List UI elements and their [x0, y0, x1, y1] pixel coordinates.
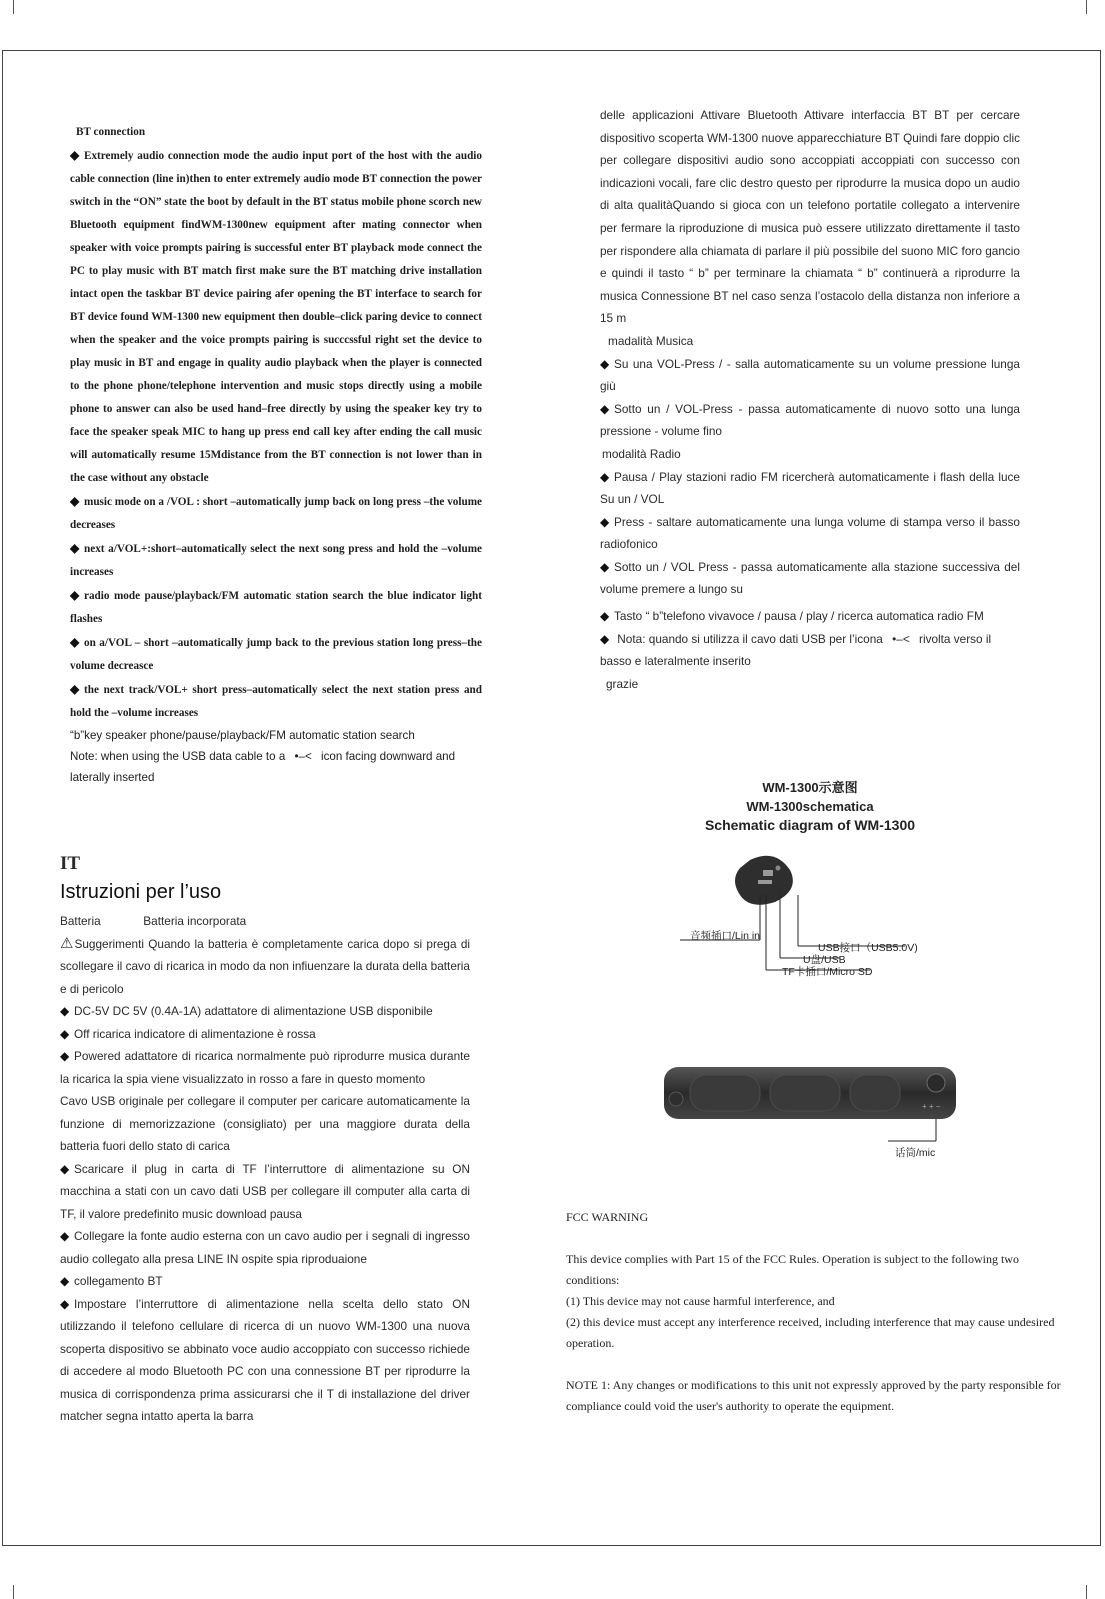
powered-bullet: ◆ Powered adattatore di ricarica normalmente può riprodurre musica durante la ricarica la spia viene visualizzato in rosso a fare in questo momento	[60, 1045, 470, 1090]
dc-bullet: ◆ DC-5V DC 5V (0.4A-1A) adattatore di alimentazione USB disponibile	[60, 1000, 470, 1023]
vol-down-bullet: ◆ Sotto un / VOL-Press - passa automaticamente di nuovo sotto una lunga pressione - volume fino	[600, 398, 1020, 443]
warning-icon: ⚠	[60, 934, 75, 952]
usb-note	[70, 746, 482, 788]
crop-mark-bottom-right	[1086, 1585, 1087, 1599]
schematic-titles	[660, 778, 960, 835]
bt-connection-paragraph: ◆ Extremely audio connection mode the audio input port of the host with the audio cable connection (line in)then to enter extremely audio mode BT connection the power switch in the “ON” state the boot by default in the BT status mobile phone scorch new Bluetooth equipment findWM-1300new equipment after mating connector when speaker with voice prompts pairing is successful enter BT playback mode connect the PC to play music with BT match first make sure the BT matching drive installation intact open the taskbar BT device pairing afer opening the BT interface to search for BT device found WM-1300 new equipment then double–click paring device to connect when the speaker and the voice prompts pairing is succcssful right set the device to play music in BT and engage in quality audio playback when the player is connected to the phone phone/telephone intervention and music stops directly using a mobile phone to answer can also be used hand–free directly by using the speaker key try to face the speaker speak MIC to hang up press end call key after ending the call music will automatically resume 15Mdistance from the BT connection is not lower than in the case without any obstacle	[70, 144, 482, 490]
off-bullet: ◆ Off ricarica indicatore di alimentazione è rossa	[60, 1023, 470, 1046]
power-knob	[927, 1074, 945, 1092]
usb-icon: •–<	[294, 750, 312, 763]
line-in-port	[776, 866, 781, 871]
schematic-title-cn: WM-1300示意图	[762, 780, 858, 795]
crop-mark-top-left	[13, 0, 14, 14]
thanks-text: grazie	[606, 676, 639, 691]
fcc-note: NOTE 1: Any changes or modifications to this unit not expressly approved by the party responsible for compliance could void the user's authority to operate the equipment.	[566, 1378, 1061, 1413]
bt-setup-bullet: ◆ Impostare l’interruttore di alimentazione nella scelta dello stato ON utilizzando il telefono cellulare di ricerca di un nuovo WM-1300 una nuova scoperta dispositivo se abbinato voce audio accoppiato con successo richiede di accedere al modo Bluetooth PC con una connessione BT per riprodurre la musica di corrispondenza prima assicurarsi che il T di installazione del driver matcher segna intatto aperta la barra	[60, 1293, 470, 1428]
italian-instructions-continued	[600, 104, 1020, 695]
usb-note-end: icon facing downward and laterally inserted	[70, 750, 456, 784]
fcc-condition-2: (2) this device must accept any interference received, including interference that may cause undesired operation.	[566, 1315, 1055, 1350]
battery-row	[60, 910, 470, 933]
fcc-heading: FCC WARNING	[566, 1210, 649, 1224]
schematic-title-en: Schematic diagram of WM-1300	[704, 817, 916, 833]
label-u-disk: U盘/USB	[803, 954, 846, 966]
tf-card-bullet: ◆ Scaricare il plug in carta di TF l’interruttore di alimentazione su ON macchina a stati con un cavo dati USB per collegare ill computer alla carta di TF, il valore predefinito music download pausa	[60, 1158, 470, 1226]
section-title: Istruzioni per l’uso	[60, 881, 222, 903]
fcc-warning	[566, 1207, 1066, 1417]
usb-port	[763, 870, 773, 876]
pause-play-bullet: ◆ Pausa / Play stazioni radio FM ricercherà automaticamente i flash della luce Su un / VOL	[600, 466, 1020, 511]
battery-label: Batteria	[60, 914, 101, 928]
english-instructions	[70, 121, 482, 788]
b-key-text: “b”key speaker phone/pause/playback/FM automatic station search	[70, 729, 415, 742]
usb-cable-paragraph: Cavo USB originale per collegare il computer per caricare automaticamente la funzione di memorizzazione (consigliato) per una maggiore durata della batteria fuori dello stato di carica	[60, 1094, 470, 1153]
usb-note-start: Note: when using the USB data cable to a	[70, 750, 286, 763]
radio-mode-bullet: ◆ radio mode pause/playback/FM automatic station search the blue indicator light flashes	[70, 584, 482, 631]
vol-up-bullet: ◆ Su una VOL-Press / - salla automaticamente su un volume pressione lunga giù	[600, 353, 1020, 398]
next-station-bullet: ◆ the next track/VOL+ short press–automatically select the next station press and hold the –volume increases	[70, 678, 482, 725]
language-code: IT	[60, 853, 81, 874]
label-mic: 话筒/mic	[895, 1147, 936, 1159]
svg-text:+ + −: + + −	[922, 1102, 941, 1111]
battery-value: Batteria incorporata	[143, 914, 247, 928]
label-micro-sd: TF卡插口/Micro SD	[782, 966, 873, 978]
usb-note-it: ◆ Nota: quando si utilizza il cavo dati USB per l’icona •–< rivolta verso il basso e lateralmente inserito	[600, 628, 1020, 673]
usb-icon: •–<	[892, 631, 910, 646]
bt-italian-paragraph: delle applicazioni Attivare Bluetooth Attivare interfaccia BT BT per cercare dispositivo scoperta WM-1300 nuove apparecchiature BT Quindi fare doppio clic per collegare dispositivi audio sono accoppiati accoppiati con successo con indicazioni vocali, fare clic destro questo per riprodurre la musica dopo un audio di alta qualitàQuando si gioca con un telefono portatile collegato a intervenire per fermare la riproduzione di musica può essere utilizzato direttamente il tasto per rispondere alla chiamata di parlare il più possibile del suono MIC foro gancio e quindi il tasto “ b” per terminare la chiamata “ b” continuerà a riprodurre la musica Connessione BT nel caso senza l’ostacolo della distanza non inferiore a 15 m	[600, 108, 1020, 326]
label-line-in: 音频插口/Lin in	[690, 930, 761, 942]
fcc-condition-1: (1) This device may not cause harmful interference, and	[566, 1294, 835, 1308]
crop-mark-bottom-left	[13, 1585, 14, 1599]
previous-station-bullet: ◆ on a/VOL – short –automatically jump back to the previous station long press–the volume decreasce	[70, 631, 482, 678]
radio-mode-heading: modalità Radio	[602, 446, 681, 461]
fcc-intro: This device complies with Part 15 of the FCC Rules. Operation is subject to the following two conditions:	[566, 1252, 1019, 1287]
bt-link-bullet: ◆ collegamento BT	[60, 1270, 470, 1293]
bt-connection-heading: BT connection	[76, 126, 146, 138]
micro-sd-slot	[758, 880, 772, 884]
left-end-cap	[669, 1092, 683, 1106]
label-usb-5v: USB接口（USB5.0V)	[818, 942, 918, 954]
crop-mark-top-right	[1086, 0, 1087, 14]
next-station-it-bullet: ◆ Sotto un / VOL Press - passa automaticamente alla stazione successiva del volume premere a lungo su	[600, 556, 1020, 601]
line-in-bullet: ◆ Collegare la fonte audio esterna con un cavo audio per i segnali di ingresso audio collegato alla presa LINE IN ospite spia riproduaione	[60, 1225, 470, 1270]
b-key-it-bullet: ◆ Tasto “ b”telefono vivavoce / pausa / play / ricerca automatica radio FM	[600, 605, 1020, 628]
music-mode-heading: madalità Musica	[608, 333, 694, 348]
schematic-title-it: WM-1300schematica	[746, 799, 874, 814]
italian-instructions	[60, 853, 470, 1428]
soundbar-image	[660, 1063, 960, 1153]
battery-tip: ⚠Suggerimenti Quando la batteria è completamente carica dopo si prega di scollegare il cavo di ricarica in modo da non infiuenzare la durata della batteria e di pericolo	[60, 934, 471, 996]
press-bullet: ◆ Press - saltare automaticamente una lunga volume di stampa verso il basso radiofonico	[600, 511, 1020, 556]
music-mode-bullet: ◆ music mode on a /VOL : short –automatically jump back on long press –the volume decreases	[70, 490, 482, 537]
next-track-bullet: ◆ next a/VOL+:short–automatically select the next song press and hold the –volume increases	[70, 537, 482, 584]
